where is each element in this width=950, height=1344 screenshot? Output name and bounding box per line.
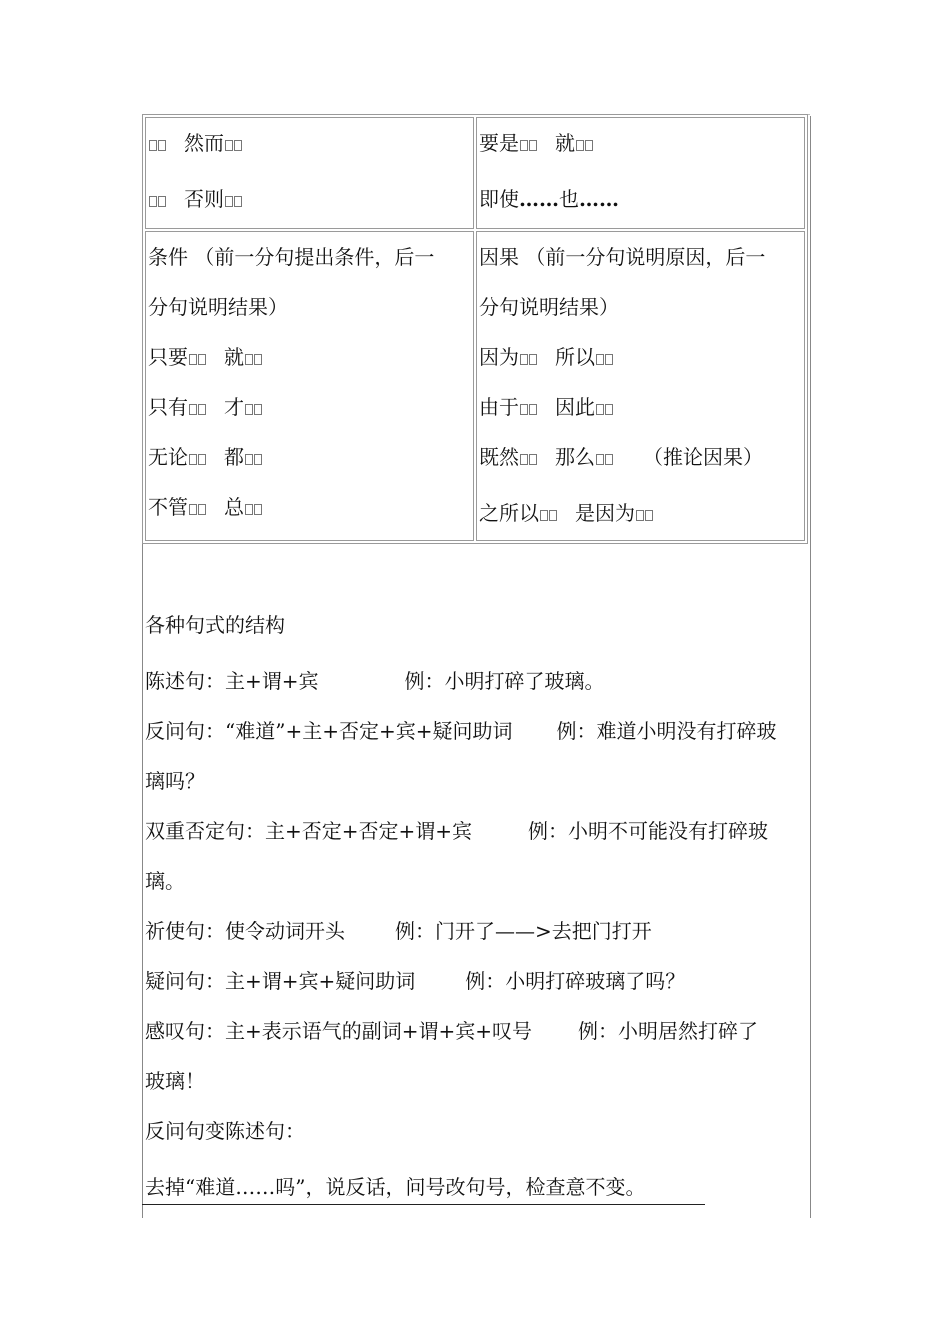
sentence-line-cont: 璃吗？ [145, 769, 205, 793]
conj-text: 也 [559, 187, 579, 211]
conj-text: 之所以 [479, 501, 539, 525]
conj-text: 要是 [479, 131, 519, 155]
cell-hypothesis [476, 117, 805, 229]
sentence-label: 疑问句：主+谓+宾+疑问助词 [145, 969, 416, 993]
note-text: （推论因果） [643, 445, 763, 469]
sentence-line-cont: 璃。 [145, 869, 185, 893]
cell-heading: 分句说明结果） [148, 295, 288, 319]
sentence-line [145, 806, 810, 856]
conj-text: 不管 [148, 495, 188, 519]
section-title: 各种句式的结构 [145, 613, 285, 637]
cell-line [479, 332, 802, 382]
ellipsis: …… [579, 187, 619, 211]
cell-line [479, 118, 802, 168]
conj-text: 是因为 [575, 501, 635, 525]
cell-line [148, 432, 471, 482]
conj-text: 既然 [479, 445, 519, 469]
sentence-line [145, 1006, 810, 1056]
conj-text: 即使 [479, 187, 519, 211]
sentence-label: 感叹句：主+表示语气的副词+谓+宾+叹号 [145, 1019, 533, 1043]
cell-heading: 条件 （前一分句提出条件，后一 [148, 245, 435, 269]
sentence-example: 例：小明打碎玻璃了吗？ [465, 969, 686, 993]
cell-heading: 分句说明结果） [479, 295, 619, 319]
sentence-label: 祈使句：使令动词开头 [145, 919, 345, 943]
cell-line [148, 482, 471, 532]
conj-text: 否则 [184, 187, 224, 211]
cell-condition [145, 231, 474, 541]
sentence-example: 例：小明居然打碎了 [578, 1019, 759, 1043]
conj-text: 才 [224, 395, 244, 419]
sentence-example: 例：难道小明没有打碎玻 [556, 719, 777, 743]
conj-text: 然而 [184, 131, 224, 155]
page-frame-right [810, 116, 811, 1218]
cell-line [479, 382, 802, 432]
table-row [145, 231, 805, 541]
conj-text: 由于 [479, 395, 519, 419]
conj-text: 就 [224, 345, 244, 369]
conj-text: 无论 [148, 445, 188, 469]
sentence-structures-section [145, 600, 810, 1156]
cell-line [479, 432, 802, 482]
sentence-label: 陈述句：主+谓+宾 [145, 669, 319, 693]
cell-causal [476, 231, 805, 541]
cell-transition [145, 117, 474, 229]
cell-line [148, 332, 471, 382]
sentence-label: 反问句：“难道”+主+否定+宾+疑问助词 [145, 719, 513, 743]
cell-heading: 因果 （前一分句说明原因，后一 [479, 245, 766, 269]
conj-text: 那么 [555, 445, 595, 469]
cell-line [479, 488, 802, 538]
sentence-label: 双重否定句：主+否定+否定+谓+宾 [145, 819, 473, 843]
conj-text: 只要 [148, 345, 188, 369]
cell-line [148, 118, 471, 168]
sentence-line [145, 906, 810, 956]
sentence-line [145, 656, 810, 706]
conj-text: 因为 [479, 345, 519, 369]
table-row [145, 117, 805, 229]
conjunction-table [142, 114, 808, 544]
conj-text: 因此 [555, 395, 595, 419]
conj-text: 都 [224, 445, 244, 469]
cell-line [148, 174, 471, 224]
sentence-line-cont: 玻璃！ [145, 1069, 205, 1093]
cell-line [148, 382, 471, 432]
ellipsis: …… [519, 187, 559, 211]
conj-text: 总 [224, 495, 244, 519]
sentence-example: 例：小明打碎了玻璃。 [404, 669, 605, 693]
sentence-line [145, 706, 810, 756]
cell-line [479, 174, 802, 224]
conversion-rule: 去掉“难道……吗”，说反话，问号改句号，检查意不变。 [142, 1170, 705, 1205]
sentence-example: 例：小明不可能没有打碎玻 [528, 819, 769, 843]
sentence-example: 例：门开了——>去把门打开 [395, 919, 652, 943]
sentence-line [145, 956, 810, 1006]
conj-text: 只有 [148, 395, 188, 419]
section-subtitle: 反问句变陈述句： [145, 1119, 305, 1143]
conj-text: 就 [555, 131, 575, 155]
conj-text: 所以 [555, 345, 595, 369]
